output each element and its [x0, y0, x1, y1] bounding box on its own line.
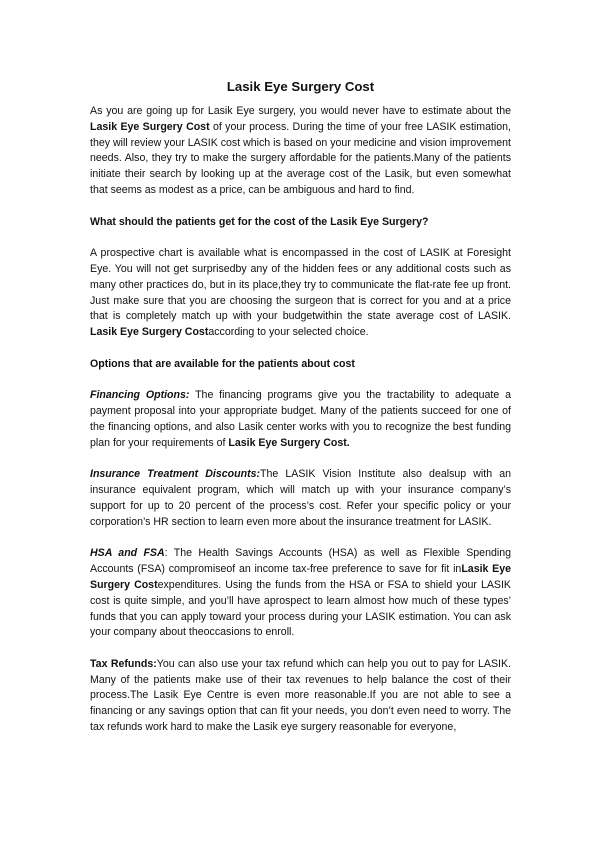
hsa-keyword: Lasik Eye Surgery Cost: [90, 563, 511, 591]
intro-text-c: of your process. During the time of your free LASIK estimation, they will review your LASIK cost which is based on your medicine and vision improvement needs. Also, they try to make the surgery affordable for the patients.Many of the patients initiate their search by looking up at the average cost of the Lasik, but even somewhat that seems as modest as a price, can be ambiguous and hard to find.: [90, 120, 511, 196]
page-title: Lasik Eye Surgery Cost: [226, 79, 375, 94]
financing-lead: Financing Options:: [90, 389, 190, 402]
intro-text-a: As you are going up for Lasik Eye surgery, you would never have to estimate about the: [90, 105, 511, 117]
cost-text-c: according to your selected choice.: [208, 326, 369, 339]
financing-text-a: The financing programs give you the tractability to adequate a payment proposal into your appropriate budget. Many of the patients succeed for one of the financing options, and also Lasik center works with you to recognize the best funding plan for your requirements of: [90, 389, 511, 449]
hsa-text-a: : The Health Savings Accounts (HSA) as well as Flexible Spending Accounts (FSA) compromiseof an income tax-free preference to save for fit in: [90, 547, 511, 576]
hsa-lead: HSA and FSA: [90, 547, 165, 560]
financing-keyword: Lasik Eye Surgery Cost: [228, 436, 347, 449]
hsa-paragraph: [90, 546, 511, 641]
cost-paragraph: [90, 246, 511, 341]
financing-paragraph: [90, 388, 511, 451]
cost-text-a: A prospective chart is available what is encompassed in the cost of LASIK at Foresight Eye. You will not get surprisedby any of the hidden fees or any additional costs such as many other practices do, but in its place,they try to communicate the flat-rate fee up front. Just make sure that you are choosing the surgeon that is correct for you and at a price that is completely match up with your budgetwithin the state average cost of LASIK.: [90, 247, 511, 323]
tax-text: You can also use your tax refund which can help you out to pay for LASIK. Many of the patients make use of their tax revenues to help balance the cost of their process.The Lasik Eye Centre is even more reasonable.If you are not able to see a financing or any savings option that can fit your needs, you don’t even need to worry. The tax refunds work hard to make the Lasik eye surgery reasonable for everyone,: [90, 657, 511, 734]
insurance-lead: Insurance Treatment Discounts:: [90, 468, 261, 481]
financing-text-c: .: [346, 436, 350, 449]
hsa-text-c: expenditures. Using the funds from the HSA or FSA to shield your LASIK cost is quite simple, and you’ll have aprospect to learn almost how much of these types’ funds that you can apply toward your process during your LASIK estimation. You can ask your company about theoccasions to enroll.: [90, 578, 511, 639]
insurance-paragraph: [90, 467, 511, 530]
intro-paragraph: [90, 104, 511, 199]
insurance-text: The LASIK Vision Institute also dealsup with an insurance equivalent program, which will match up with your insurance company’s support for up to 20 percent of the process’s cost. Refer your specific policy or your corporation’s HR section to learn even more about the insurance treatment for LASIK.: [90, 468, 511, 528]
section-heading-cost: What should the patients get for the cost of the Lasik Eye Surgery?: [90, 215, 429, 228]
intro-keyword: Lasik Eye Surgery Cost: [90, 120, 210, 133]
cost-keyword: Lasik Eye Surgery Cost: [90, 326, 209, 339]
section-heading-options: Options that are available for the patients about cost: [90, 357, 355, 370]
tax-paragraph: [90, 657, 511, 736]
document-page: [90, 78, 511, 752]
tax-lead: Tax Refunds:: [90, 657, 157, 670]
